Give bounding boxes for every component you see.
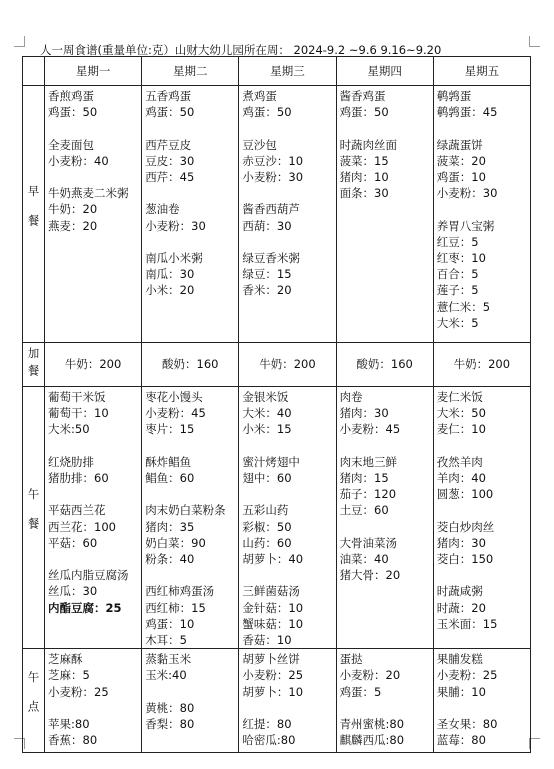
ingredient: 鸡蛋：5 — [339, 684, 382, 699]
crop-mark-top-left — [14, 36, 25, 47]
menu-cell — [239, 649, 336, 753]
meal-label-afternoon: 午点 — [23, 649, 45, 753]
menu-cell — [433, 649, 530, 753]
dish-name: 葡萄干米饭 — [48, 390, 106, 404]
menu-cell — [239, 86, 336, 343]
ingredient: 土豆：60 — [339, 503, 389, 518]
ingredient: 鸡蛋：50 — [339, 105, 389, 120]
ingredient: 百合：5 — [436, 267, 479, 282]
ingredient: 芝麻：5 — [48, 668, 90, 683]
ingredient: 小麦粉：45 — [339, 422, 401, 437]
ingredient: 玉米面：15 — [436, 616, 498, 631]
dish-name: 孜然羊肉 — [436, 454, 483, 469]
ingredient: 绿豆：15 — [242, 267, 292, 282]
ingredient: 香米：20 — [242, 283, 292, 298]
afternoon-row — [23, 649, 531, 753]
ingredient: 菠菜：15 — [339, 153, 389, 168]
dish-spacer — [437, 120, 527, 136]
ingredient: 哈密瓜:80 — [242, 733, 296, 748]
ingredient: 丝瓜：30 — [48, 584, 98, 599]
dish-name: 芝麻酥 — [48, 652, 83, 667]
ingredient: 木耳：5 — [145, 633, 188, 647]
ingredient: 胡萝卜：40 — [242, 552, 304, 566]
menu-cell — [336, 387, 433, 649]
dish-name: 酱香鸡蛋 — [339, 89, 386, 103]
ingredient: 鸡蛋：50 — [145, 105, 195, 120]
dish-name: 绿蔬蛋饼 — [436, 137, 483, 152]
dish-spacer — [145, 486, 235, 502]
ingredient: 小麦粉：25 — [242, 668, 304, 683]
ingredient: 大米：50 — [436, 406, 486, 421]
dish-spacer — [437, 438, 527, 454]
dish-spacer — [242, 486, 332, 502]
dish-spacer — [145, 438, 235, 454]
dish-spacer — [145, 120, 235, 136]
dish-name: 养胃八宝粥 — [436, 218, 495, 233]
snack-cell: 酸奶：160 — [336, 343, 433, 387]
dish-name: 酥炸鲳鱼 — [145, 454, 192, 469]
dish-name: 蒸黏玉米 — [145, 652, 192, 667]
ingredient: 南瓜：30 — [145, 267, 195, 282]
ingredient: 猪肉：35 — [145, 519, 195, 534]
dish-name: 枣花小馒头 — [145, 390, 203, 404]
ingredient: 小麦粉：25 — [436, 668, 498, 683]
dish-name: 丝瓜内脂豆腐汤 — [48, 568, 129, 583]
ingredient: 小麦粉：45 — [145, 406, 206, 421]
dish-spacer — [145, 567, 235, 583]
dish-name: 西芹豆皮 — [145, 137, 192, 152]
ingredient: 枣片：15 — [145, 422, 195, 437]
snack-row — [23, 343, 531, 387]
ingredient: 粉条：40 — [145, 552, 195, 566]
dish-name: 麦仁米饭 — [436, 390, 483, 404]
ingredient: 黄桃：80 — [145, 700, 195, 715]
dish-name: 三鲜菌菇汤 — [242, 584, 300, 599]
menu-cell — [142, 649, 239, 753]
dish-spacer — [437, 567, 527, 583]
ingredient: 红枣：10 — [436, 251, 486, 265]
dish-name: 五香鸡蛋 — [145, 89, 192, 103]
breakfast-row — [23, 86, 531, 343]
dish-name: 酱香西葫芦 — [242, 202, 300, 217]
ingredient: 红豆：5 — [436, 234, 479, 249]
dish-spacer — [242, 120, 332, 136]
ingredient: 麒麟西瓜:80 — [339, 733, 405, 748]
ingredient: 玉米:40 — [145, 668, 187, 683]
menu-cell — [45, 86, 142, 343]
dish-spacer — [242, 700, 332, 716]
dish-spacer — [340, 438, 430, 454]
ingredient: 西芹：45 — [145, 170, 195, 184]
snack-cell: 牛奶：200 — [45, 343, 142, 387]
dish-name: 牛奶燕麦二米粥 — [48, 186, 129, 201]
ingredient: 奶白菜：90 — [145, 535, 206, 550]
ingredient: 小麦粉：30 — [436, 186, 498, 201]
ingredient: 彩椒：50 — [242, 519, 292, 534]
ingredient: 猪肉：15 — [339, 471, 389, 485]
ingredient: 燕麦：20 — [48, 218, 98, 233]
dish-spacer — [340, 519, 430, 535]
ingredient: 圣女果：80 — [436, 717, 498, 731]
ingredient: 小麦粉：30 — [145, 218, 206, 233]
ingredient: 猪大骨：20 — [339, 568, 401, 583]
dish-name: 肉卷 — [339, 390, 363, 404]
ingredient: 大米:50 — [48, 422, 90, 437]
weekly-menu-table — [22, 56, 531, 753]
ingredient: 西兰花：100 — [48, 519, 116, 534]
ingredient: 莲子：5 — [436, 283, 479, 298]
ingredient: 平菇：60 — [48, 535, 98, 550]
dish-name: 香煎鸡蛋 — [48, 89, 94, 103]
dish-name: 煮鸡蛋 — [242, 89, 277, 103]
dish-name: 葱油卷 — [145, 202, 180, 217]
ingredient: 牛奶：20 — [48, 202, 98, 217]
ingredient: 香菇：10 — [242, 633, 292, 647]
dish-name: 金银米饭 — [242, 390, 289, 404]
ingredient: 鸡蛋：10 — [145, 616, 195, 631]
lunch-row — [23, 387, 531, 649]
ingredient: 小米：20 — [145, 283, 195, 298]
ingredient: 西葫：30 — [242, 218, 292, 233]
ingredient: 猪肉：10 — [339, 170, 389, 184]
dish-name: 蛋挞 — [339, 652, 363, 667]
dish-name: 茭白炒肉丝 — [436, 519, 495, 534]
ingredient: 油菜：40 — [339, 552, 389, 566]
ingredient: 羊肉：40 — [436, 471, 486, 485]
meal-label-breakfast: 早餐 — [23, 86, 45, 343]
ingredient: 麦仁：10 — [436, 422, 486, 437]
ingredient: 葡萄干：10 — [48, 406, 109, 421]
dish-name: 果脯发糕 — [436, 652, 483, 667]
menu-cell — [336, 86, 433, 343]
menu-cell — [45, 649, 142, 753]
snack-cell: 牛奶：200 — [239, 343, 336, 387]
day-header: 星期二 — [142, 57, 239, 86]
snack-cell: 牛奶：200 — [433, 343, 530, 387]
dish-spacer — [242, 567, 332, 583]
ingredient: 小米：15 — [242, 422, 292, 437]
dish-spacer — [437, 201, 527, 217]
day-header: 星期三 — [239, 57, 336, 86]
dish-name: 豆沙包 — [242, 137, 277, 152]
dish-name: 绿豆香米粥 — [242, 250, 300, 265]
ingredient: 山药：60 — [242, 535, 292, 550]
dish-name: 肉末奶白菜粉条 — [145, 503, 226, 518]
snack-cell: 酸奶：160 — [142, 343, 239, 387]
dish-spacer — [145, 684, 235, 700]
page-title: 人一周食谱(重量单位:克）山财大幼儿园所在周： 2024-9.2 ~9.6 9.16~9.20 — [40, 43, 442, 57]
ingredient: 猪肉：30 — [436, 535, 486, 550]
menu-cell — [336, 649, 433, 753]
ingredient: 时蔬：20 — [436, 600, 486, 615]
dish-spacer — [340, 120, 430, 136]
ingredient: 小麦粉：40 — [48, 153, 109, 168]
ingredient: 鹌鹑蛋：45 — [436, 105, 498, 120]
menu-cell — [142, 387, 239, 649]
dish-name: 时蔬肉丝面 — [339, 137, 398, 152]
dish-spacer — [145, 185, 235, 201]
dish-name: 南瓜小米粥 — [145, 250, 203, 265]
dish-name: 大骨油菜汤 — [339, 535, 398, 550]
menu-cell — [45, 387, 142, 649]
ingredient: 香蕉：80 — [48, 733, 98, 748]
dish-spacer — [48, 486, 138, 502]
ingredient: 果脯：10 — [436, 684, 486, 699]
ingredient: 蓝莓：80 — [436, 733, 486, 748]
corner-cell — [23, 57, 45, 86]
ingredient: 大米：40 — [242, 406, 292, 421]
ingredient: 薏仁米：5 — [436, 299, 491, 314]
dish-spacer — [242, 438, 332, 454]
ingredient: 翅中：60 — [242, 471, 292, 485]
dish-name: 西红柿鸡蛋汤 — [145, 584, 215, 599]
dish-spacer — [48, 438, 138, 454]
ingredient: 圆葱：100 — [436, 487, 494, 502]
dish-spacer — [437, 502, 527, 518]
menu-cell — [142, 86, 239, 343]
dish-spacer — [48, 120, 138, 136]
ingredient: 金针菇：10 — [242, 600, 304, 615]
menu-cell — [433, 387, 530, 649]
ingredient: 茄子：120 — [339, 487, 397, 502]
dish-spacer — [242, 185, 332, 201]
day-header: 星期一 — [45, 57, 142, 86]
dish-name: 蜜汁烤翅中 — [242, 454, 300, 469]
ingredient: 赤豆沙：10 — [242, 153, 304, 168]
ingredient: 鸡蛋：50 — [242, 105, 292, 120]
ingredient: 鲳鱼：60 — [145, 471, 195, 485]
dish-spacer — [48, 700, 138, 716]
dish-spacer — [340, 700, 430, 716]
ingredient: 红提：80 — [242, 717, 292, 731]
dish-spacer — [48, 169, 138, 185]
dish-spacer — [48, 551, 138, 567]
ingredient: 大米：5 — [436, 315, 479, 330]
ingredient: 内酯豆腐：25 — [48, 600, 122, 615]
ingredient: 面条：30 — [339, 186, 389, 201]
meal-label-snack: 加餐 — [23, 343, 45, 387]
ingredient: 青州蜜桃:80 — [339, 717, 405, 731]
ingredient: 鸡蛋：50 — [48, 105, 98, 120]
ingredient: 小麦粉：20 — [339, 668, 401, 683]
dish-name: 五彩山药 — [242, 503, 289, 518]
ingredient: 茭白：150 — [436, 552, 494, 566]
ingredient: 苹果:80 — [48, 717, 90, 731]
dish-name: 时蔬咸粥 — [436, 584, 483, 599]
dish-name: 鹌鹑蛋 — [436, 89, 472, 103]
ingredient: 西红柿：15 — [145, 600, 206, 615]
ingredient: 小麦粉：30 — [242, 170, 304, 184]
dish-spacer — [437, 700, 527, 716]
ingredient: 豆皮：30 — [145, 153, 195, 168]
ingredient: 菠菜：20 — [436, 153, 486, 168]
ingredient: 猪肋排：60 — [48, 471, 109, 485]
ingredient: 胡萝卜：10 — [242, 684, 304, 699]
menu-cell — [239, 387, 336, 649]
dish-name: 红烧肋排 — [48, 454, 94, 469]
day-header: 星期五 — [433, 57, 530, 86]
dish-name: 肉末地三鲜 — [339, 454, 398, 469]
ingredient: 猪肉：30 — [339, 406, 389, 421]
dish-name: 全麦面包 — [48, 137, 94, 152]
dish-name: 平菇西兰花 — [48, 503, 106, 518]
ingredient: 蟹味菇：10 — [242, 616, 304, 631]
dish-spacer — [145, 234, 235, 250]
ingredient: 鸡蛋：10 — [436, 170, 486, 184]
menu-cell — [433, 86, 530, 343]
dish-name: 胡萝卜丝饼 — [242, 652, 300, 667]
ingredient: 小麦粉：25 — [48, 684, 109, 699]
day-header: 星期四 — [336, 57, 433, 86]
dish-spacer — [242, 234, 332, 250]
meal-label-lunch: 午餐 — [23, 387, 45, 649]
ingredient: 香梨：80 — [145, 717, 195, 731]
header-row — [23, 57, 531, 86]
